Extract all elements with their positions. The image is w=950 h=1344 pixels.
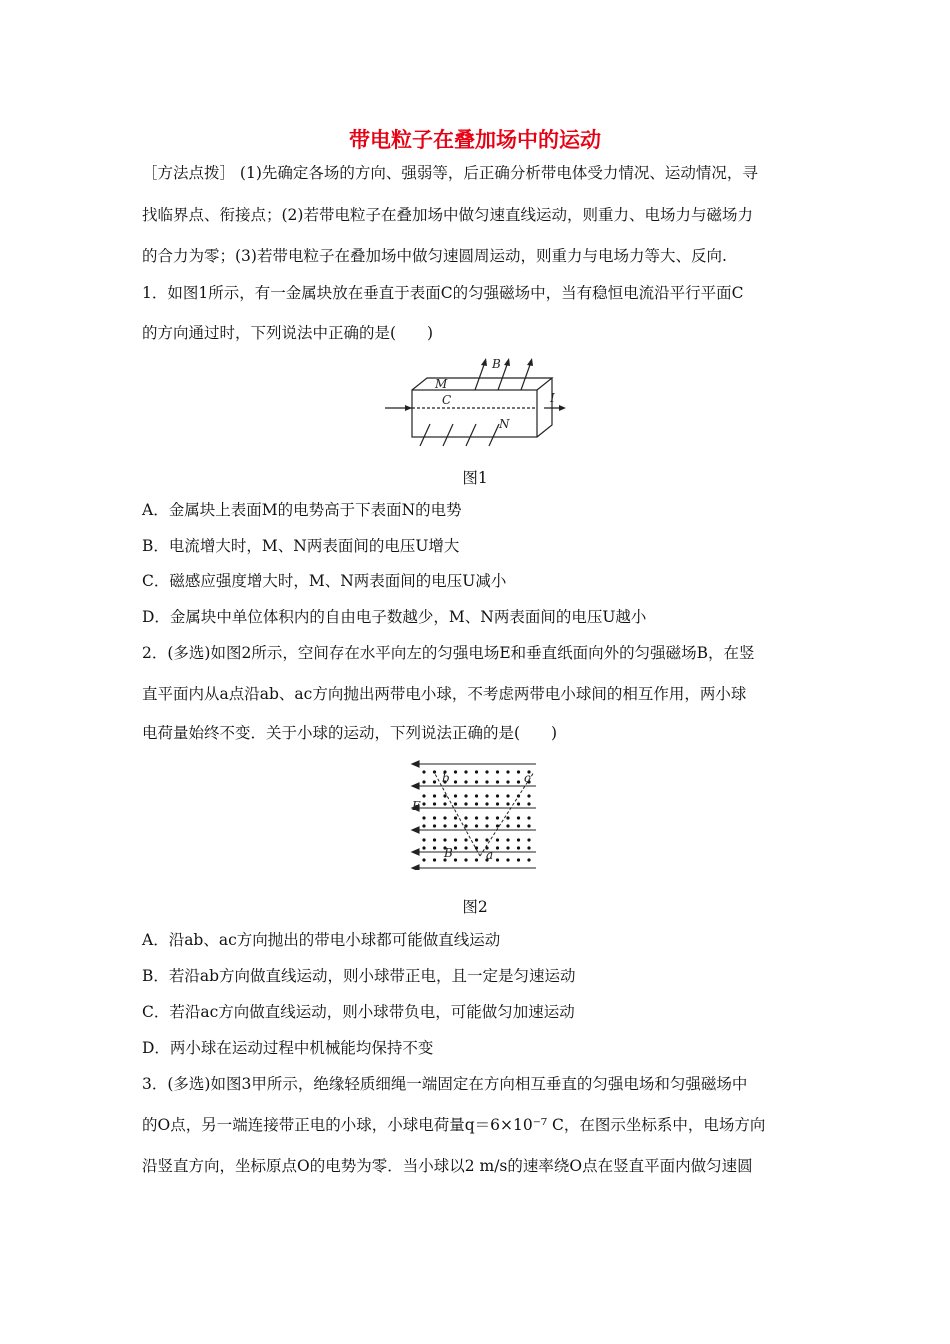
figure-2-field-diagram xyxy=(408,758,538,870)
field-arrowhead xyxy=(412,827,419,833)
field-dot xyxy=(485,802,488,805)
field-dot xyxy=(506,770,509,773)
field-dot xyxy=(464,846,467,849)
field-arrowhead xyxy=(412,865,419,870)
field-dot xyxy=(475,824,478,827)
field-dot xyxy=(422,780,425,783)
field-dot xyxy=(527,802,530,805)
field-dot xyxy=(464,838,467,841)
q1-option-d: D．金属块中单位体积内的自由电子数越少，M、N两表面间的电压U越小 xyxy=(142,608,647,626)
field-dot xyxy=(464,816,467,819)
field-dot xyxy=(485,824,488,827)
field-dot xyxy=(475,858,478,861)
field-dot xyxy=(517,770,520,773)
field-dot xyxy=(485,780,488,783)
field-dot xyxy=(496,780,499,783)
field-dot xyxy=(527,794,530,797)
field-dot xyxy=(464,770,467,773)
field-dot xyxy=(443,824,446,827)
field-dot xyxy=(485,816,488,819)
field-dot xyxy=(422,794,425,797)
field-dot xyxy=(422,846,425,849)
field-dot xyxy=(475,838,478,841)
field-dot xyxy=(506,838,509,841)
field-dot xyxy=(454,838,457,841)
field-dot xyxy=(496,816,499,819)
q3-line-2: 的O点，另一端连接带正电的小球，小球电荷量q＝6×10⁻⁷ C，在图示坐标系中，电场方向 xyxy=(142,1116,766,1134)
field-dot xyxy=(433,794,436,797)
field-dot xyxy=(506,816,509,819)
q2-option-c: C．若沿ac方向做直线运动，则小球带负电，可能做匀加速运动 xyxy=(142,1003,575,1021)
field-dot xyxy=(454,794,457,797)
field-dot xyxy=(475,802,478,805)
field-dot xyxy=(527,824,530,827)
field-dot xyxy=(506,858,509,861)
field-dot xyxy=(454,858,457,861)
field-dot xyxy=(464,780,467,783)
figure-1-metal-block xyxy=(380,350,580,450)
figure-2-caption: 图2 xyxy=(462,898,488,916)
figure-1-label-m: M xyxy=(435,377,448,391)
figure-2-label-b: b xyxy=(442,771,450,785)
q1-stem-line-2: 的方向通过时，下列说法中正确的是( ) xyxy=(142,324,434,342)
q2-option-a: A．沿ab、ac方向抛出的带电小球都可能做直线运动 xyxy=(142,931,501,949)
field-dot xyxy=(506,824,509,827)
field-dot xyxy=(443,802,446,805)
field-dot xyxy=(527,816,530,819)
field-dot xyxy=(454,846,457,849)
q2-option-b: B．若沿ab方向做直线运动，则小球带正电，且一定是匀速运动 xyxy=(142,967,576,985)
field-dot xyxy=(475,780,478,783)
field-dot xyxy=(422,824,425,827)
figure-1-label-n: N xyxy=(499,417,510,431)
field-dot xyxy=(422,838,425,841)
field-dot xyxy=(517,824,520,827)
field-dot xyxy=(433,838,436,841)
field-dot xyxy=(454,824,457,827)
field-dot xyxy=(517,802,520,805)
field-arrowhead xyxy=(412,849,419,855)
field-dot xyxy=(527,858,530,861)
field-dot xyxy=(517,846,520,849)
field-dot xyxy=(454,770,457,773)
field-dot xyxy=(475,794,478,797)
field-dot xyxy=(517,780,520,783)
field-dot xyxy=(517,838,520,841)
q2-option-d: D．两小球在运动过程中机械能均保持不变 xyxy=(142,1039,434,1057)
field-dot xyxy=(506,802,509,805)
field-dot xyxy=(527,846,530,849)
field-dot xyxy=(496,824,499,827)
field-dot xyxy=(517,816,520,819)
figure-2-label-e: E xyxy=(412,799,421,813)
q1-option-c: C．磁感应强度增大时，M、N两表面间的电压U减小 xyxy=(142,572,507,590)
field-dot xyxy=(422,770,425,773)
field-dot xyxy=(464,824,467,827)
figure-2-label-a: a xyxy=(486,848,494,862)
q3-line-3: 沿竖直方向，坐标原点O的电势为零．当小球以2 m/s的速率绕O点在竖直平面内做匀速圆 xyxy=(142,1157,753,1175)
field-dot xyxy=(443,794,446,797)
field-arrowhead xyxy=(412,761,419,767)
page-title: 带电粒子在叠加场中的运动 xyxy=(349,128,601,152)
field-dot xyxy=(422,802,425,805)
field-dot xyxy=(496,770,499,773)
figure-2-label-c: c xyxy=(524,771,531,785)
field-dot xyxy=(443,838,446,841)
field-dot xyxy=(464,794,467,797)
field-dot xyxy=(433,802,436,805)
field-arrowhead xyxy=(412,783,419,789)
field-dot xyxy=(433,846,436,849)
field-dot xyxy=(506,794,509,797)
field-dot xyxy=(464,858,467,861)
field-dot xyxy=(464,802,467,805)
field-dot xyxy=(433,780,436,783)
field-dot xyxy=(485,794,488,797)
field-dot xyxy=(496,858,499,861)
field-dot xyxy=(496,794,499,797)
figure-1-label-b: B xyxy=(492,357,501,371)
figure-1-label-c: C xyxy=(442,393,452,407)
field-dot xyxy=(496,846,499,849)
field-dot xyxy=(496,802,499,805)
q1-option-a: A．金属块上表面M的电势高于下表面N的电势 xyxy=(142,501,462,519)
q3-line-1: 3．(多选)如图3甲所示，绝缘轻质细绳一端固定在方向相互垂直的匀强电场和匀强磁场中 xyxy=(142,1075,748,1093)
field-dot xyxy=(422,816,425,819)
field-dot xyxy=(454,802,457,805)
field-dot xyxy=(485,770,488,773)
field-dot xyxy=(475,770,478,773)
field-dot xyxy=(527,838,530,841)
figure-2-label-field-b: B xyxy=(444,846,453,860)
field-dot xyxy=(454,780,457,783)
q1-option-b: B．电流增大时，M、N两表面间的电压U增大 xyxy=(142,537,460,555)
field-dot xyxy=(485,838,488,841)
q1-stem-line-1: 1．如图1所示，有一金属块放在垂直于表面C的匀强磁场中，当有稳恒电流沿平行平面C xyxy=(142,284,744,302)
field-dot xyxy=(422,858,425,861)
field-dot xyxy=(443,816,446,819)
field-dot xyxy=(433,858,436,861)
field-dot xyxy=(454,816,457,819)
field-dot xyxy=(475,816,478,819)
method-line-2: 找临界点、衔接点；(2)若带电粒子在叠加场中做匀速直线运动，则重力、电场力与磁场力 xyxy=(142,206,753,224)
field-dot xyxy=(506,780,509,783)
field-dot xyxy=(517,858,520,861)
q2-stem-line-1: 2．(多选)如图2所示，空间存在水平向左的匀强电场E和垂直纸面向外的匀强磁场B，在竖 xyxy=(142,644,755,662)
field-dot xyxy=(506,846,509,849)
figure-1-caption: 图1 xyxy=(462,469,488,487)
method-line-1: ［方法点拨］ (1)先确定各场的方向、强弱等，后正确分析带电体受力情况、运动情况，寻 xyxy=(142,164,758,182)
field-dot xyxy=(496,838,499,841)
field-dot xyxy=(433,816,436,819)
method-line-3: 的合力为零；(3)若带电粒子在叠加场中做匀速圆周运动，则重力与电场力等大、反向. xyxy=(142,247,727,265)
q2-stem-line-2: 直平面内从a点沿ab、ac方向抛出两带电小球，不考虑两带电小球间的相互作用，两小球 xyxy=(142,685,747,703)
q2-stem-line-3: 电荷量始终不变．关于小球的运动，下列说法正确的是( ) xyxy=(142,724,558,742)
figure-1-label-i: I xyxy=(550,391,555,405)
field-dot xyxy=(433,824,436,827)
